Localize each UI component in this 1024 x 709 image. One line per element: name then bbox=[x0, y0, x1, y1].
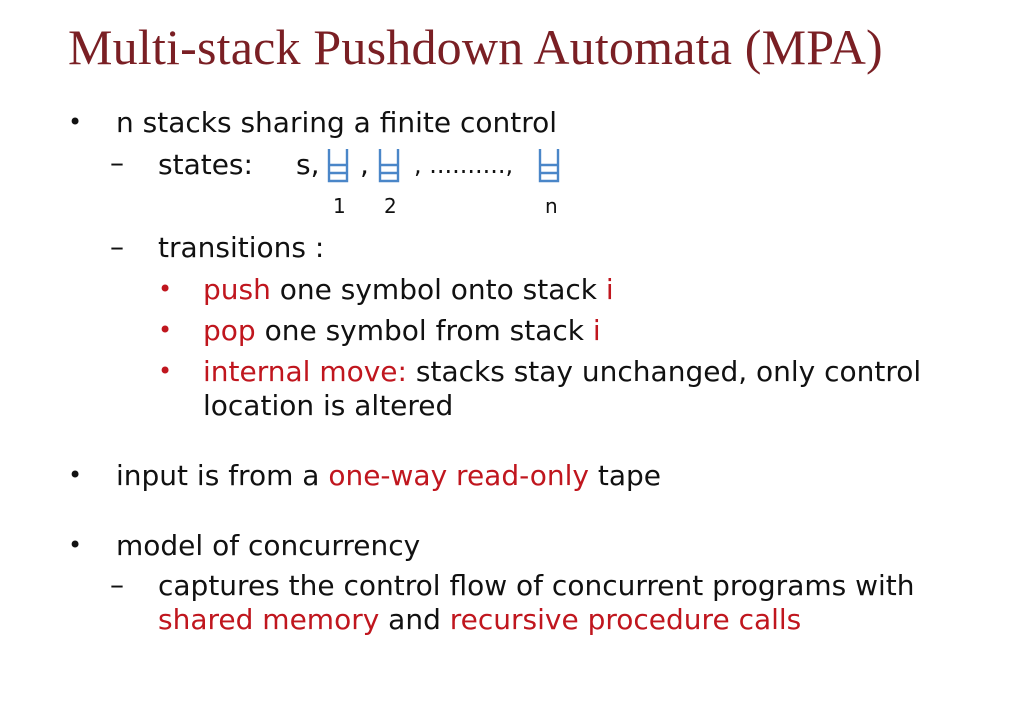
stack-index: 1 bbox=[333, 194, 346, 218]
stack-index-i: i bbox=[605, 273, 614, 306]
highlight-shared-memory: shared memory bbox=[158, 603, 380, 636]
bullet-3-text: model of concurrency bbox=[116, 529, 421, 562]
states-sep-2: , .........., bbox=[414, 151, 514, 179]
transition-desc: stacks stay unchanged, only control bbox=[406, 355, 922, 388]
transition-desc: one symbol from stack bbox=[255, 314, 593, 347]
bullet-2-post: tape bbox=[588, 459, 661, 492]
bullet-2-text bbox=[116, 459, 661, 493]
transition-keyword: push bbox=[203, 273, 271, 306]
states-prefix: s, bbox=[296, 148, 320, 181]
stack-icon bbox=[327, 147, 349, 183]
sub-dash: – bbox=[110, 568, 124, 601]
transition-internal bbox=[203, 355, 921, 389]
concurrency-line-2 bbox=[158, 603, 801, 637]
concurrency-line-1: captures the control flow of concurrent programs with bbox=[158, 569, 915, 602]
sub-bullet-dot: • bbox=[158, 275, 173, 303]
sub-dash: – bbox=[110, 230, 124, 263]
bullet-dot: • bbox=[68, 531, 83, 559]
concurrency-mid: and bbox=[379, 603, 450, 636]
transitions-label: transitions : bbox=[158, 231, 325, 264]
page-title: Multi-stack Pushdown Automata (MPA) bbox=[68, 19, 883, 75]
transition-desc: one symbol onto stack bbox=[270, 273, 606, 306]
sub-bullet-dot: • bbox=[158, 357, 173, 385]
transition-pop bbox=[203, 314, 601, 348]
bullet-2-highlight: one-way read-only bbox=[328, 459, 589, 492]
sub-dash: – bbox=[110, 146, 124, 179]
transition-internal-cont: location is altered bbox=[203, 389, 454, 422]
stack-icon bbox=[378, 147, 400, 183]
bullet-2-pre: input is from a bbox=[116, 459, 329, 492]
stack-index-i: i bbox=[592, 314, 601, 347]
stack-index: 2 bbox=[384, 194, 397, 218]
transition-keyword: pop bbox=[203, 314, 256, 347]
stack-index: n bbox=[545, 194, 558, 218]
highlight-recursive-calls: recursive procedure calls bbox=[449, 603, 802, 636]
bullet-1-text: n stacks sharing a finite control bbox=[116, 106, 558, 139]
states-sep-1: , bbox=[360, 148, 369, 181]
transition-push bbox=[203, 273, 614, 307]
transition-keyword: internal move: bbox=[203, 355, 407, 388]
bullet-dot: • bbox=[68, 461, 83, 489]
states-label: states: bbox=[158, 148, 253, 181]
sub-bullet-dot: • bbox=[158, 316, 173, 344]
bullet-dot: • bbox=[68, 108, 83, 136]
stack-icon bbox=[538, 147, 560, 183]
